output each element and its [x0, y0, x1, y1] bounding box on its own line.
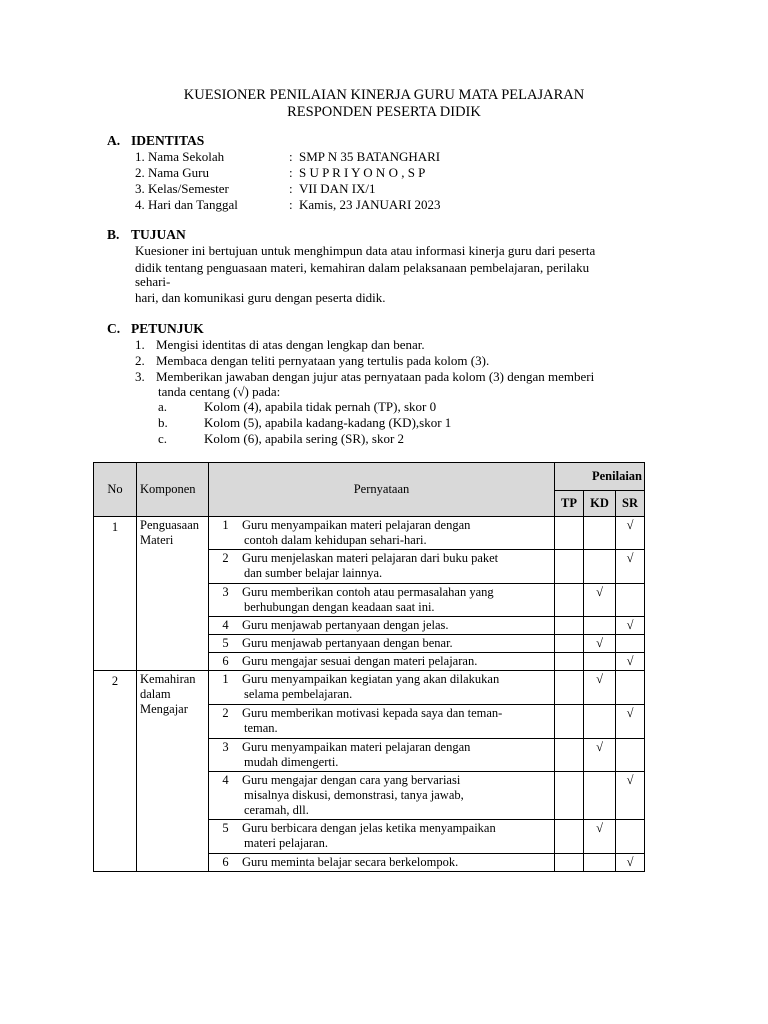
statement-text-cont: ceramah, dll.	[244, 803, 309, 817]
header-sr: SR	[616, 491, 645, 517]
statement-text-cont: materi pelajaran.	[244, 836, 328, 850]
statement-text: Guru memberikan motivasi kepada saya dan teman-	[242, 706, 503, 720]
petunjuk-sub-a-text: Kolom (4), apabila tidak pernah (TP), skor 0	[204, 399, 437, 414]
header-no: No	[94, 463, 137, 517]
statement-text-cont: berhubungan dengan keadaan saat ini.	[244, 600, 435, 614]
identitas-value: SMP N 35 BATANGHARI	[299, 149, 441, 164]
identitas-separator: :	[289, 181, 293, 196]
check-mark: √	[626, 654, 634, 668]
mark-cell-tp[interactable]	[555, 671, 584, 705]
mark-cell-kd[interactable]	[584, 550, 616, 584]
mark-cell-sr[interactable]	[616, 671, 645, 705]
statement-text: Guru menyampaikan materi pelajaran dengan	[242, 518, 471, 532]
mark-cell-tp[interactable]	[555, 772, 584, 820]
statement-text: Guru mengajar dengan cara yang bervariasi	[242, 773, 461, 787]
statement-text: Guru mengajar sesuai dengan materi pelajaran.	[242, 654, 478, 668]
petunjuk-num-2: 2.	[135, 353, 145, 368]
identitas-value: S U P R I Y O N O , S P	[299, 165, 426, 180]
group-komponen: Penguasaan Materi	[137, 517, 209, 671]
statement-number: 2	[222, 706, 229, 720]
mark-cell-sr[interactable]	[616, 854, 645, 872]
statement-cell	[209, 739, 555, 772]
check-mark: √	[596, 740, 603, 754]
section-b-heading: TUJUAN	[131, 227, 186, 242]
statement-text-cont: selama pembelajaran.	[244, 687, 353, 701]
identitas-separator: :	[289, 197, 293, 212]
header-penilaian: Penilaian	[555, 463, 645, 491]
check-mark: √	[596, 585, 603, 599]
statement-number: 3	[222, 740, 229, 754]
mark-cell-kd[interactable]	[584, 705, 616, 739]
statement-text: Guru menyampaikan kegiatan yang akan dilakukan	[242, 672, 500, 686]
statement-cell	[209, 705, 555, 739]
statement-text-cont: misalnya diskusi, demonstrasi, tanya jawab,	[244, 788, 464, 802]
mark-cell-tp[interactable]	[555, 635, 584, 653]
statement-text: Guru menjelaskan materi pelajaran dari buku paket	[242, 551, 499, 565]
mark-cell-kd[interactable]	[584, 584, 616, 617]
statement-text: Guru meminta belajar secara berkelompok.	[242, 855, 459, 869]
header-pernyataan: Pernyataan	[209, 463, 555, 517]
mark-cell-tp[interactable]	[555, 739, 584, 772]
check-mark: √	[596, 672, 603, 686]
section-a-heading: IDENTITAS	[131, 133, 205, 148]
check-mark: √	[596, 636, 603, 650]
statement-number: 5	[222, 821, 229, 835]
mark-cell-sr[interactable]	[616, 739, 645, 772]
mark-cell-tp[interactable]	[555, 584, 584, 617]
mark-cell-sr[interactable]	[616, 584, 645, 617]
identitas-label: 2. Nama Guru	[135, 165, 210, 180]
mark-cell-tp[interactable]	[555, 820, 584, 854]
petunjuk-sub-c-text: Kolom (6), apabila sering (SR), skor 2	[204, 431, 405, 446]
statement-cell	[209, 772, 555, 820]
section-a-letter: A.	[107, 133, 121, 148]
tujuan-line-3: sehari-	[135, 274, 171, 289]
mark-cell-kd[interactable]	[584, 635, 616, 653]
mark-cell-kd[interactable]	[584, 653, 616, 671]
statement-cell	[209, 635, 555, 653]
mark-cell-kd[interactable]	[584, 517, 616, 550]
identitas-value: VII DAN IX/1	[299, 181, 376, 196]
table-row	[94, 671, 645, 705]
mark-cell-tp[interactable]	[555, 854, 584, 872]
petunjuk-sub-c-letter: c.	[158, 431, 168, 446]
check-mark: √	[626, 855, 634, 869]
statement-cell	[209, 820, 555, 854]
mark-cell-kd[interactable]	[584, 617, 616, 635]
title-line-2: RESPONDEN PESERTA DIDIK	[287, 104, 481, 120]
statement-text-cont: teman.	[244, 721, 278, 735]
check-mark: √	[626, 773, 634, 787]
tujuan-line-4: hari, dan komunikasi guru dengan peserta didik.	[135, 290, 386, 305]
petunjuk-num-3: 3.	[135, 369, 145, 384]
mark-cell-kd[interactable]	[584, 739, 616, 772]
mark-cell-tp[interactable]	[555, 617, 584, 635]
check-mark: √	[626, 518, 634, 532]
petunjuk-text-3: Memberikan jawaban dengan jujur atas pernyataan pada kolom (3) dengan memberi	[156, 369, 595, 384]
mark-cell-kd[interactable]	[584, 854, 616, 872]
group-number: 1	[94, 517, 137, 671]
petunjuk-text-2: Membaca dengan teliti pernyataan yang tertulis pada kolom (3).	[156, 353, 490, 368]
mark-cell-sr[interactable]	[616, 635, 645, 653]
statement-cell	[209, 617, 555, 635]
petunjuk-num-1: 1.	[135, 337, 145, 352]
mark-cell-sr[interactable]	[616, 517, 645, 550]
statement-cell	[209, 653, 555, 671]
identitas-label: 4. Hari dan Tanggal	[135, 197, 238, 212]
mark-cell-sr[interactable]	[616, 550, 645, 584]
mark-cell-sr[interactable]	[616, 705, 645, 739]
identitas-label: 1. Nama Sekolah	[135, 149, 225, 164]
statement-number: 3	[222, 585, 229, 599]
questionnaire-table	[93, 462, 645, 872]
statement-number: 6	[222, 654, 229, 668]
petunjuk-text-1: Mengisi identitas di atas dengan lengkap dan benar.	[156, 337, 425, 352]
statement-cell	[209, 854, 555, 872]
header-komponen: Komponen	[137, 463, 209, 517]
mark-cell-sr[interactable]	[616, 820, 645, 854]
mark-cell-kd[interactable]	[584, 671, 616, 705]
check-mark: √	[626, 551, 634, 565]
statement-cell	[209, 671, 555, 705]
statement-text: Guru menjawab pertanyaan dengan jelas.	[242, 618, 449, 632]
statement-text-cont: mudah dimengerti.	[244, 755, 339, 769]
tujuan-line-1: Kuesioner ini bertujuan untuk menghimpun data atau informasi kinerja guru dari peserta	[135, 243, 596, 258]
identitas-value: Kamis, 23 JANUARI 2023	[299, 197, 441, 212]
mark-cell-kd[interactable]	[584, 820, 616, 854]
petunjuk-sub-a-letter: a.	[158, 399, 168, 414]
group-komponen: Kemahiran dalam Mengajar	[137, 671, 209, 872]
statement-number: 4	[222, 618, 229, 632]
statement-text: Guru memberikan contoh atau permasalahan yang	[242, 585, 494, 599]
identitas-separator: :	[289, 149, 293, 164]
statement-number: 5	[222, 636, 229, 650]
mark-cell-tp[interactable]	[555, 517, 584, 550]
mark-cell-kd[interactable]	[584, 772, 616, 820]
statement-cell	[209, 550, 555, 584]
group-number: 2	[94, 671, 137, 872]
section-c-letter: C.	[107, 321, 121, 336]
statement-number: 4	[222, 773, 229, 787]
statement-number: 1	[222, 518, 229, 532]
identitas-separator: :	[289, 165, 293, 180]
statement-cell	[209, 584, 555, 617]
section-c-heading: PETUNJUK	[131, 321, 204, 336]
table-body	[94, 517, 645, 872]
statement-text: Guru berbicara dengan jelas ketika menyampaikan	[242, 821, 496, 835]
title-line-1: KUESIONER PENILAIAN KINERJA GURU MATA PELAJARAN	[183, 87, 585, 103]
statement-number: 6	[222, 855, 229, 869]
identitas-label: 3. Kelas/Semester	[135, 181, 229, 196]
statement-text-cont: contoh dalam kehidupan sehari-hari.	[244, 533, 427, 547]
petunjuk-sub-b-letter: b.	[158, 415, 168, 430]
mark-cell-sr[interactable]	[616, 617, 645, 635]
tujuan-line-2: didik tentang penguasaan materi, kemahiran dalam pelaksanaan pembelajaran, perilaku	[135, 260, 590, 275]
check-mark: √	[626, 618, 634, 632]
mark-cell-tp[interactable]	[555, 705, 584, 739]
mark-cell-sr[interactable]	[616, 653, 645, 671]
petunjuk-text-3-cont: tanda centang (√) pada:	[158, 384, 281, 399]
petunjuk-sub-b-text: Kolom (5), apabila kadang-kadang (KD),skor 1	[204, 415, 452, 430]
statement-number: 2	[222, 551, 229, 565]
header-tp: TP	[555, 491, 584, 517]
header-kd: KD	[584, 491, 616, 517]
statement-text: Guru menjawab pertanyaan dengan benar.	[242, 636, 453, 650]
section-b-letter: B.	[107, 227, 120, 242]
mark-cell-tp[interactable]	[555, 550, 584, 584]
statement-text: Guru menyampaikan materi pelajaran dengan	[242, 740, 471, 754]
check-mark: √	[626, 706, 634, 720]
statement-cell	[209, 517, 555, 550]
table-row	[94, 517, 645, 550]
statement-text-cont: dan sumber belajar lainnya.	[244, 566, 383, 580]
check-mark: √	[596, 821, 603, 835]
mark-cell-sr[interactable]	[616, 772, 645, 820]
statement-number: 1	[222, 672, 229, 686]
mark-cell-tp[interactable]	[555, 653, 584, 671]
